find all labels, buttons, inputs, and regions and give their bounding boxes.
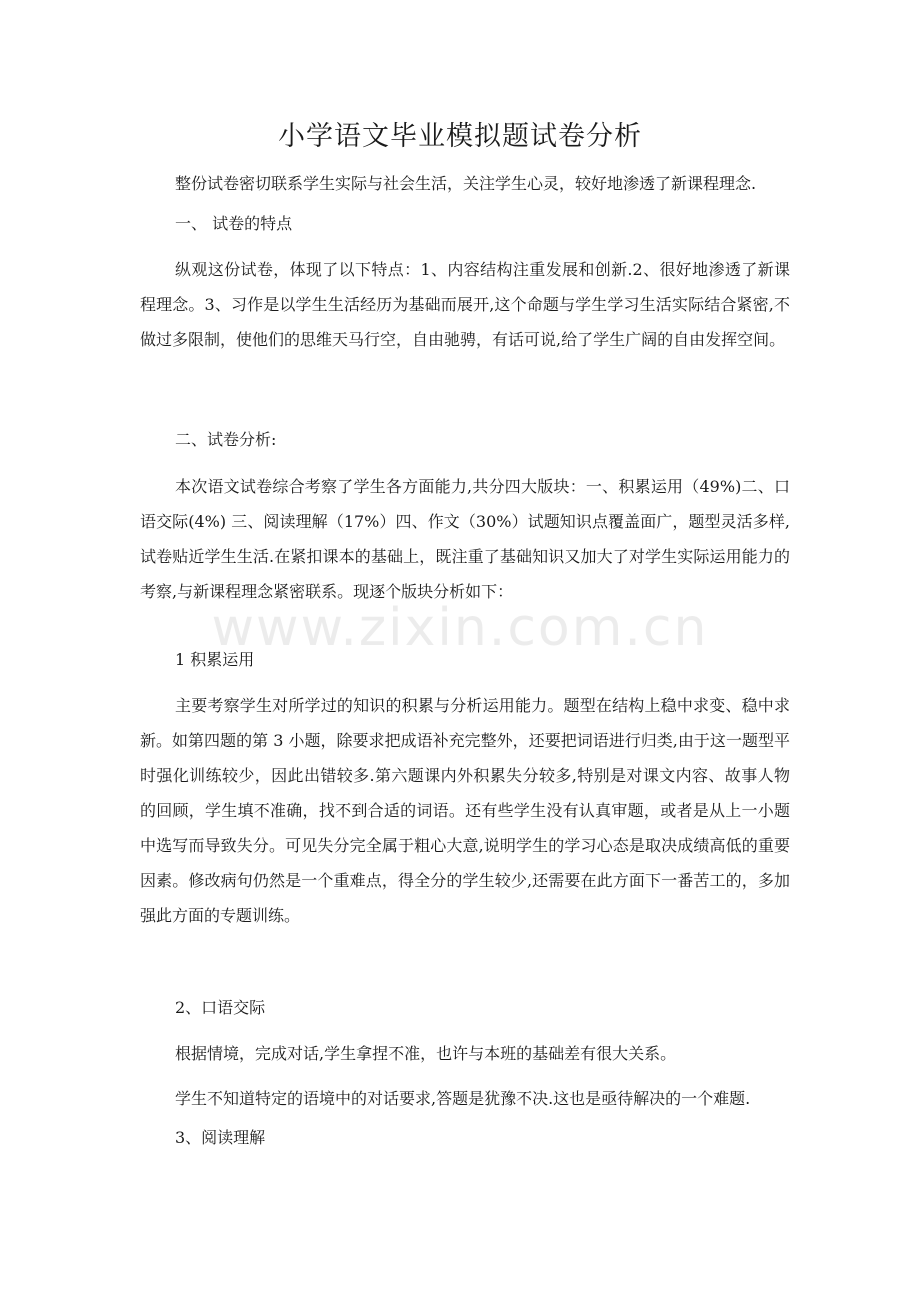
sub1-heading: 1 积累运用 [175, 650, 255, 669]
sub3-heading: 3、阅读理解 [175, 1128, 266, 1147]
intro-paragraph: 整份试卷密切联系学生实际与社会生活，关注学生心灵，较好地渗透了新课程理念. [175, 174, 757, 193]
sub1-paragraph: 主要考察学生对所学过的知识的积累与分析运用能力。题型在结构上稳中求变、稳中求新。如第四题的第 3 小题，除要求把成语补充完整外，还要把词语进行归类,由于这一题型平时强化训练较少，因此出错较多.第六题课内外积累失分较多,特别是对课文内容、故事人物的回顾，学生填不准确，找不到合适的词语。还有些学生没有认真审题，或者是从上一小题中选写而导致失分。可见失分完全属于粗心大意,说明学生的学习心态是取决成绩高低的重要因素。修改病句仍然是一个重难点，得全分的学生较少,还需要在此方面下一番苦工的，多加强此方面的专题训练。 [140, 696, 790, 925]
sub2-heading: 2、口语交际 [175, 998, 266, 1017]
watermark: www.zixin.com.cn [211, 598, 709, 658]
sub2-paragraph-1: 根据情境，完成对话,学生拿捏不准，也许与本班的基础差有很大关系。 [175, 1044, 677, 1063]
section2-paragraph: 本次语文试卷综合考察了学生各方面能力,共分四大版块：一、积累运用（49%)二、口语交际(4%) 三、阅读理解（17%）四、作文（30%）试题知识点覆盖面广，题型灵活多样,试卷贴近学生生活.在紧扣课本的基础上，既注重了基础知识又加大了对学生实际运用能力的考察,与新课程理念紧密联系。现逐个版块分析如下： [140, 477, 790, 601]
sub2-paragraph-2: 学生不知道特定的语境中的对话要求,答题是犹豫不决.这也是亟待解决的一个难题. [175, 1089, 751, 1108]
section2-heading: 二、试卷分析: [175, 430, 277, 449]
section1-heading: 一、 试卷的特点 [175, 214, 293, 233]
document-title: 小学语文毕业模拟题试卷分析 [278, 121, 642, 152]
section1-paragraph: 纵观这份试卷，体现了以下特点：1、内容结构注重发展和创新.2、很好地渗透了新课程理念。3、习作是以学生生活经历为基础而展开,这个命题与学生学习生活实际结合紧密,不做过多限制，使他们的思维天马行空，自由驰骋，有话可说,给了学生广阔的自由发挥空间。 [140, 260, 790, 349]
